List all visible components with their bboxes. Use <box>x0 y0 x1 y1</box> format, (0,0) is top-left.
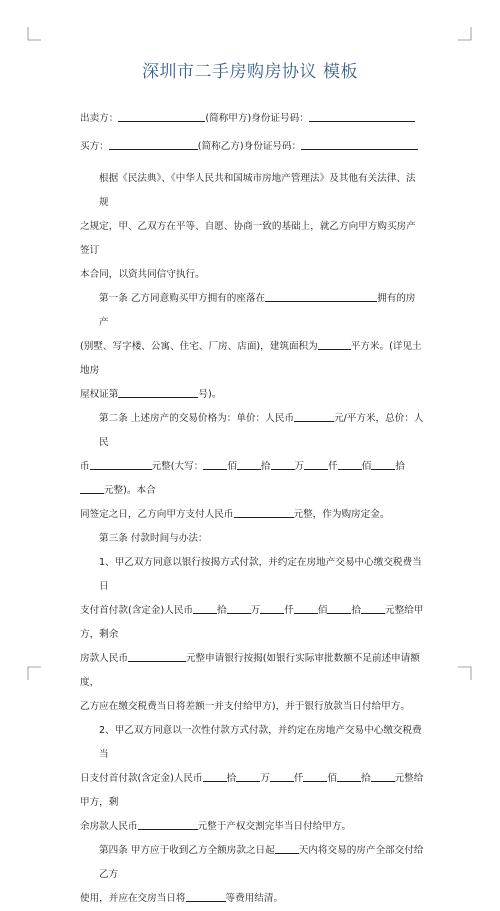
unit-wan: 万 <box>294 461 305 472</box>
amount-blank[interactable] <box>371 771 395 782</box>
clause-3-text: 元整申请银行按揭(如银行实际审批数额不足前述申请额度， <box>80 653 420 688</box>
unit-bai: 佰 <box>317 605 328 616</box>
amount-blank[interactable] <box>80 483 104 494</box>
clause-1-text: 拥有的房产 <box>99 293 416 328</box>
seller-label: 出卖方： <box>80 113 119 124</box>
document-body <box>80 111 425 911</box>
clause-3-text: 日支付首付款(含定金)人民币 <box>80 773 203 784</box>
unit-bai: 佰 <box>227 461 237 472</box>
amount-blank[interactable] <box>371 459 395 470</box>
amount-blank[interactable] <box>303 771 327 782</box>
days-blank[interactable] <box>275 843 299 854</box>
intro-line: 本合同，以资共同信守执行。 <box>80 269 205 280</box>
intro-paragraph <box>80 167 425 287</box>
clause-1-text: 平方米。(详见土地房 <box>80 341 422 376</box>
amount-blank[interactable] <box>270 771 294 782</box>
clause-1-text: 第一条 乙方同意购买甲方拥有的座落在 <box>99 293 266 304</box>
fees-blank[interactable] <box>186 891 226 902</box>
seller-name-blank[interactable] <box>118 111 205 122</box>
unit-bai: 佰 <box>361 461 372 472</box>
clause-3-text: 房款人民币 <box>80 653 128 664</box>
clause-4 <box>80 839 425 911</box>
buyer-line <box>80 139 425 167</box>
amount-blank[interactable] <box>304 459 328 470</box>
amount-blank[interactable] <box>193 603 217 614</box>
amount-blank[interactable] <box>227 603 251 614</box>
clause-4-text: 天内将交易的房产全部交付给乙方 <box>99 845 424 880</box>
unit-wan: 万 <box>260 773 270 784</box>
unit-qian: 仟 <box>293 773 304 784</box>
loan-amount-blank[interactable] <box>128 651 186 662</box>
clause-3-text: 1、甲乙双方同意以银行按揭方式付款，并约定在房地产交易中心缴交税费当日 <box>99 557 422 592</box>
clause-3-text: 元整给甲方，剩余 <box>80 605 424 640</box>
amount-blank[interactable] <box>337 771 361 782</box>
unit-shi: 拾 <box>395 461 405 472</box>
amount-blank[interactable] <box>271 459 295 470</box>
clause-3-text: 元整于产权交割完毕当日付给甲方。 <box>197 821 352 832</box>
clause-2-text: 元整，作为购房定金。 <box>293 509 390 520</box>
clause-1-text: 号)。 <box>198 389 222 400</box>
clause-3-text: 支付首付款(含定金)人民币 <box>80 605 194 616</box>
unit-shi: 拾 <box>217 605 227 616</box>
clause-2-text: 元整(大写： <box>151 461 204 472</box>
unit-shi: 拾 <box>361 773 371 784</box>
unit-shi: 拾 <box>351 605 361 616</box>
intro-line: 之规定，甲、乙双方在平等、自愿、协商一致的基础上，就乙方向甲方购买房产签订 <box>80 221 416 256</box>
crop-mark-bottom-left <box>27 666 41 680</box>
unit-shi: 拾 <box>260 461 271 472</box>
clause-4-text: 第四条 甲方应于收到乙方全额房款之日起 <box>99 845 275 856</box>
clause-4-text: 使用，并应在交房当日将 <box>80 893 186 904</box>
clause-1 <box>80 287 425 407</box>
remaining-amount-blank[interactable] <box>138 819 198 830</box>
clause-3-text: 2、甲乙双方同意以一次性付款方式付款，并约定在房地产交易中心缴交税费当 <box>99 725 422 760</box>
buyer-name-blank[interactable] <box>109 139 198 150</box>
buyer-short: (简称乙方)身份证号码： <box>197 141 302 152</box>
seller-id-blank[interactable] <box>309 111 415 122</box>
crop-mark-top-left <box>27 27 41 41</box>
clause-2-text: 币 <box>80 461 90 472</box>
unit-shi: 拾 <box>226 773 237 784</box>
unit-price-blank[interactable] <box>294 411 334 422</box>
property-location-blank[interactable] <box>265 291 377 302</box>
clause-2-text: 第二条 上述房产的交易价格为：单价：人民币 <box>99 413 294 424</box>
clause-3-text: 元整给甲方，剩 <box>80 773 424 808</box>
crop-mark-top-right <box>458 27 472 41</box>
clause-3-heading: 第三条 付款时间与办法： <box>99 533 208 544</box>
buyer-id-blank[interactable] <box>301 139 418 150</box>
buyer-label: 买方： <box>80 141 109 152</box>
unit-qian: 仟 <box>328 461 338 472</box>
clause-2 <box>80 407 425 527</box>
amount-blank[interactable] <box>203 459 227 470</box>
amount-blank[interactable] <box>338 459 362 470</box>
amount-blank[interactable] <box>236 771 260 782</box>
seller-short: (简称甲方)身份证号码： <box>205 113 309 124</box>
amount-blank[interactable] <box>260 603 284 614</box>
clause-1-text: (别墅、写字楼、公寓、住宅、厂房、店面)，建筑面积为 <box>80 341 318 352</box>
amount-blank[interactable] <box>203 771 227 782</box>
crop-mark-bottom-right <box>458 666 472 680</box>
clause-2-text: 元/平方米，总价：人民 <box>99 413 424 448</box>
total-price-blank[interactable] <box>90 459 152 470</box>
area-blank[interactable] <box>318 339 351 350</box>
certificate-number-blank[interactable] <box>118 387 198 398</box>
document-title: 深圳市二手房购房协议 模板 <box>142 62 358 82</box>
clause-3 <box>80 527 425 839</box>
unit-wan: 万 <box>250 605 261 616</box>
unit-qian: 仟 <box>284 605 294 616</box>
seller-line <box>80 111 425 139</box>
clause-1-text: 屋权证第 <box>80 389 119 400</box>
clause-3-text: 乙方应在缴交税费当日将差额一并支付给甲方)，并于银行放款当日付给甲方。 <box>80 701 410 712</box>
unit-bai: 佰 <box>327 773 337 784</box>
deposit-blank[interactable] <box>234 507 294 518</box>
clause-3-text: 余房款人民币 <box>80 821 138 832</box>
intro-line: 根据《民法典》、《中华人民共和国城市房地产管理法》及其他有关法律、法规 <box>99 173 416 208</box>
clause-2-text: 同签定之日，乙方向甲方支付人民币 <box>80 509 234 520</box>
clause-4-text: 等费用结清。 <box>225 893 284 904</box>
amount-blank[interactable] <box>327 603 351 614</box>
amount-blank[interactable] <box>361 603 385 614</box>
amount-blank[interactable] <box>237 459 261 470</box>
amount-blank[interactable] <box>294 603 318 614</box>
unit-yuan: 元整)。本合 <box>104 485 156 496</box>
